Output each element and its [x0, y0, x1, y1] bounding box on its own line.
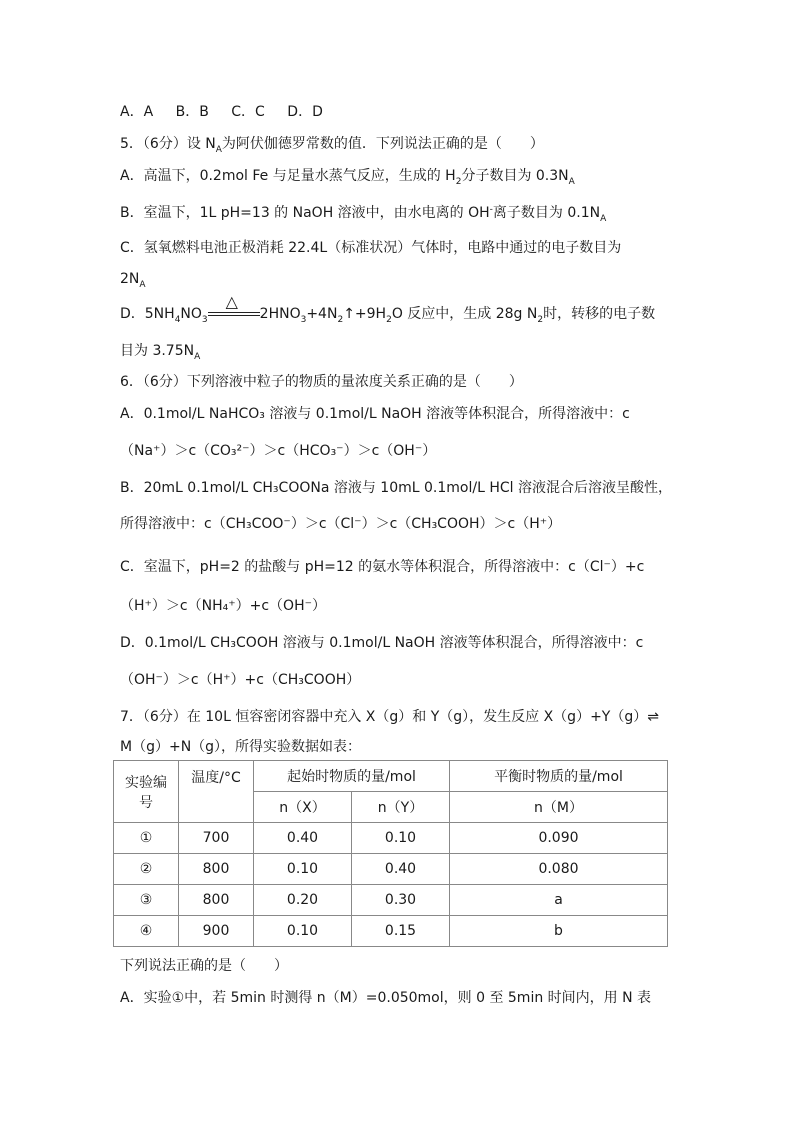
header-temperature: 温度/°C	[179, 761, 254, 823]
q5-d-text: D．5NH	[120, 306, 175, 322]
q5-stem-text2: 为阿伏伽德罗常数的值．下列说法正确的是（ ）	[221, 136, 544, 152]
q5-option-a[interactable]	[120, 166, 575, 186]
q4-options	[120, 102, 341, 122]
table-row	[114, 854, 668, 885]
cell-temp: 800	[179, 854, 254, 885]
q5-d-sub3: 3	[300, 314, 307, 325]
experiment-table	[113, 760, 668, 947]
q5-d-sub2: 3	[201, 314, 208, 325]
header-experiment	[114, 761, 179, 823]
q5-a-sub2: A	[568, 176, 575, 187]
q5-stem	[120, 134, 544, 154]
q5-d-sub5: 2	[386, 314, 392, 325]
q5-option-d-cont	[120, 341, 200, 361]
q5-c-text2: 2N	[120, 271, 140, 287]
q6-stem: 6．（6分）下列溶液中粒子的物质的量浓度关系正确的是（ ）	[120, 374, 523, 390]
q5-a-text: A．高温下，0.2mol Fe 与足量水蒸气反应，生成的 H	[120, 168, 456, 184]
cell-ny: 0.15	[352, 916, 450, 947]
q5-d-text5: ↑+9H	[343, 306, 387, 322]
q5-option-c[interactable]	[120, 238, 621, 258]
cell-exp: ①	[114, 823, 179, 854]
q7-stem-line2: M（g）+N（g），所得实验数据如表：	[120, 739, 362, 755]
cell-nm: b	[450, 916, 668, 947]
heat-arrow	[208, 292, 260, 321]
q5-b-sub: A	[600, 213, 607, 224]
q7-stem-line1: 7．（6分）在 10L 恒容密闭容器中充入 X（g）和 Y（g），发生反应 X（g）+Y（g）⇌	[120, 709, 659, 725]
cell-ny: 0.30	[352, 885, 450, 916]
q6-option-c[interactable]: C．室温下，pH=2 的盐酸与 pH=12 的氨水等体积混合，所得溶液中：c（Cl⁻）+c	[120, 559, 645, 575]
header-ny: n（Y）	[352, 792, 450, 823]
q5-stem-sub: A	[215, 144, 222, 155]
cell-nm: 0.080	[450, 854, 668, 885]
cell-ny: 0.40	[352, 854, 450, 885]
cell-nx: 0.10	[254, 854, 352, 885]
q6-option-b[interactable]: B．20mL 0.1mol/L CH₃COONa 溶液与 10mL 0.1mol/L HCl 溶液混合后溶液呈酸性，	[120, 480, 672, 496]
cell-exp: ④	[114, 916, 179, 947]
q5-d-text4: +4N	[306, 306, 338, 322]
cell-nx: 0.10	[254, 916, 352, 947]
header-exp-line2: 号	[139, 794, 153, 811]
q6-option-d-cont: （OH⁻）＞c（H⁺）+c（CH₃COOH）	[120, 672, 361, 688]
cell-nm: a	[450, 885, 668, 916]
q5-a-text2: 分子数目为 0.3N	[461, 168, 569, 184]
q5-option-b[interactable]	[120, 203, 606, 223]
table-row	[114, 885, 668, 916]
q5-b-sup: -	[489, 204, 493, 215]
cell-nx: 0.40	[254, 823, 352, 854]
q5-b-text2: 离子数目为 0.1N	[492, 205, 601, 221]
q5-d-text2: NO	[180, 306, 202, 322]
header-equilibrium: 平衡时物质的量/mol	[450, 761, 668, 792]
q5-d-text6: O 反应中，生成 28g N	[391, 306, 538, 322]
q6-option-a-cont: （Na⁺）＞c（CO₃²⁻）＞c（HCO₃⁻）＞c（OH⁻）	[120, 443, 437, 459]
q7-option-a[interactable]: A．实验①中，若 5min 时测得 n（M）=0.050mol，则 0 至 5min 时间内，用 N 表	[120, 990, 652, 1006]
header-exp-line1: 实验编	[125, 774, 167, 791]
option-b[interactable]: B．B	[175, 104, 209, 120]
q5-c-sub: A	[139, 279, 146, 290]
q5-d-sub6: 2	[537, 314, 544, 325]
q5-stem-text: 5．（6分）设 N	[120, 136, 216, 152]
table-row	[114, 916, 668, 947]
header-initial: 起始时物质的量/mol	[254, 761, 450, 792]
q5-d-sub7: A	[194, 351, 201, 362]
cell-exp: ②	[114, 854, 179, 885]
q6-option-c-cont: （H⁺）＞c（NH₄⁺）+c（OH⁻）	[120, 598, 326, 614]
option-d[interactable]: D．D	[287, 104, 323, 120]
q5-d-text7: 时，转移的电子数	[543, 306, 656, 322]
q5-option-c-cont	[120, 269, 146, 289]
cell-nm: 0.090	[450, 823, 668, 854]
q7-question: 下列说法正确的是（ ）	[120, 958, 288, 974]
cell-temp: 900	[179, 916, 254, 947]
q5-option-d[interactable]	[120, 292, 656, 325]
option-a[interactable]: A．A	[120, 104, 154, 120]
q5-c-text: C．氢氧燃料电池正极消耗 22.4L（标准状况）气体时，电路中通过的电子数目为	[120, 240, 622, 256]
header-nm: n（M）	[450, 792, 668, 823]
q5-d-text8: 目为 3.75N	[120, 343, 195, 359]
q5-a-sub: 2	[455, 176, 462, 187]
table-row	[114, 823, 668, 854]
cell-temp: 700	[179, 823, 254, 854]
q5-d-text3: 2HNO	[259, 306, 301, 322]
header-nx: n（X）	[254, 792, 352, 823]
q5-d-sub4: 2	[337, 314, 344, 325]
equals-bar	[208, 312, 260, 316]
cell-exp: ③	[114, 885, 179, 916]
q6-option-d[interactable]: D．0.1mol/L CH₃COOH 溶液与 0.1mol/L NaOH 溶液等体积混合，所得溶液中：c	[120, 635, 644, 651]
cell-temp: 800	[179, 885, 254, 916]
q5-d-sub1: 4	[174, 314, 181, 325]
cell-ny: 0.10	[352, 823, 450, 854]
option-c[interactable]: C．C	[231, 104, 265, 120]
q6-option-b-cont: 所得溶液中：c（CH₃COO⁻）＞c（Cl⁻）＞c（CH₃COOH）＞c（H⁺）	[120, 516, 562, 532]
q6-option-a[interactable]: A．0.1mol/L NaHCO₃ 溶液与 0.1mol/L NaOH 溶液等体积混合，所得溶液中：c	[120, 406, 630, 422]
heat-symbol: △	[225, 292, 238, 311]
cell-nx: 0.20	[254, 885, 352, 916]
q5-b-text: B．室温下，1L pH=13 的 NaOH 溶液中，由水电离的 OH	[120, 205, 490, 221]
